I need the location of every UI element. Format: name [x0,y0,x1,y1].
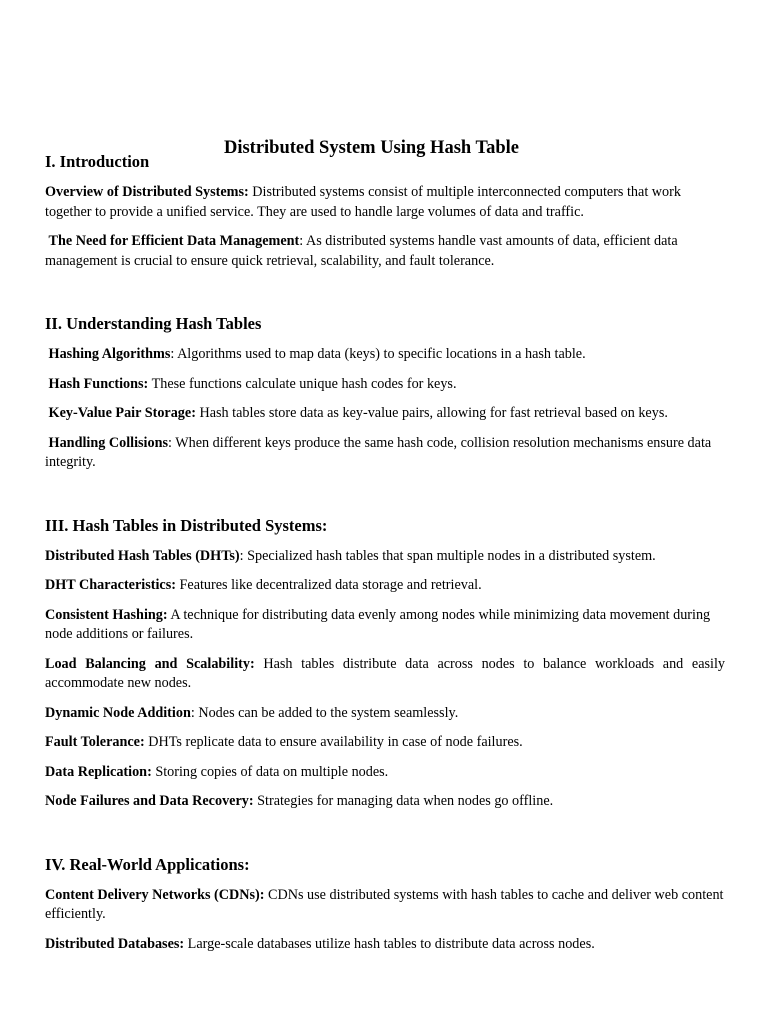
paragraph-term: Dynamic Node Addition [45,704,191,721]
paragraph-dht-characteristics [45,576,725,596]
document-body [45,151,725,954]
paragraph-data-replication [45,763,725,783]
paragraph-node-failures-data-recovery [45,792,725,812]
paragraph-term: Load Balancing and Scalability: [45,655,255,672]
paragraph-key-value-pair-storage [45,404,725,424]
section-heading-understanding-hash-tables: II. Understanding Hash Tables [45,314,262,333]
paragraph-term: Handling Collisions [48,434,169,451]
paragraph-term: Content Delivery Networks (CDNs): [45,886,265,903]
paragraph-consistent-hashing [45,606,725,645]
paragraph-text: Large-scale databases utilize hash tables to distribute data across nodes. [184,935,595,952]
paragraph-text: Hash tables store data as key-value pairs, allowing for fast retrieval based on keys. [195,405,668,421]
paragraph-term: Distributed Databases: [45,935,185,952]
paragraph-term: Distributed Hash Tables (DHTs) [45,547,240,564]
paragraph-distributed-databases [45,935,725,955]
paragraph-text: Distributed systems consist of multiple interconnected computers that work together to provide a unified service. They are used to handle large volumes of data and traffic. [45,184,681,220]
paragraph-text: These functions calculate unique hash codes for keys. [148,375,457,392]
paragraph-overview-distributed-systems [45,183,725,222]
paragraph-text: : Specialized hash tables that span multiple nodes in a distributed system. [239,547,656,564]
paragraph-text: : As distributed systems handle vast amounts of data, efficient data management is crucial to ensure quick retrieval, scalability, and fault tolerance. [45,233,678,269]
paragraph-text: Features like decentralized data storage and retrieval. [175,577,482,593]
section-heading-hash-tables-distributed: III. Hash Tables in Distributed Systems: [45,515,328,535]
section-heading-real-world-applications: IV. Real-World Applications: [45,854,250,874]
paragraph-term: Fault Tolerance: [45,734,145,750]
paragraph-text: A technique for distributing data evenly among nodes while minimizing data movement during node additions or failures. [45,606,711,642]
paragraph-text: Strategies for managing data when nodes go offline. [253,793,554,809]
document-title: Distributed System Using Hash Table [223,138,520,158]
paragraph-fault-tolerance [45,733,725,753]
paragraph-dynamic-node-addition [45,704,725,724]
paragraph-content-delivery-networks [45,886,725,925]
paragraph-term: The Need for Efficient Data Management [48,233,300,249]
paragraph-term: Overview of Distributed Systems: [45,184,249,200]
paragraph-need-efficient-data-management [45,232,725,271]
paragraph-term: Hash Functions: [48,375,149,392]
paragraph-text: : Algorithms used to map data (keys) to specific locations in a hash table. [170,346,586,362]
section-heading-introduction: I. Introduction [45,152,150,171]
paragraph-term: Hashing Algorithms [48,346,171,362]
paragraph-term: Node Failures and Data Recovery: [45,793,254,809]
paragraph-text: Hash tables distribute data across nodes to balance workloads and easily accommodate new nodes. [45,655,726,691]
paragraph-term: DHT Characteristics: [45,577,176,593]
paragraph-term: Key-Value Pair Storage: [48,405,196,421]
paragraph-load-balancing-scalability [45,655,725,694]
paragraph-distributed-hash-tables [45,547,725,567]
paragraph-term: Data Replication: [45,763,152,780]
paragraph-text: DHTs replicate data to ensure availability in case of node failures. [144,734,523,750]
paragraph-text: CDNs use distributed systems with hash tables to cache and deliver web content efficiently. [45,886,724,922]
paragraph-text: : When different keys produce the same hash code, collision resolution mechanisms ensure data integrity. [45,434,712,470]
paragraph-hash-functions [45,375,725,395]
paragraph-text: : Nodes can be added to the system seamlessly. [190,704,459,721]
paragraph-handling-collisions [45,434,725,473]
paragraph-text: Storing copies of data on multiple nodes. [151,763,389,780]
paragraph-term: Consistent Hashing: [45,606,168,623]
paragraph-hashing-algorithms [45,345,725,365]
